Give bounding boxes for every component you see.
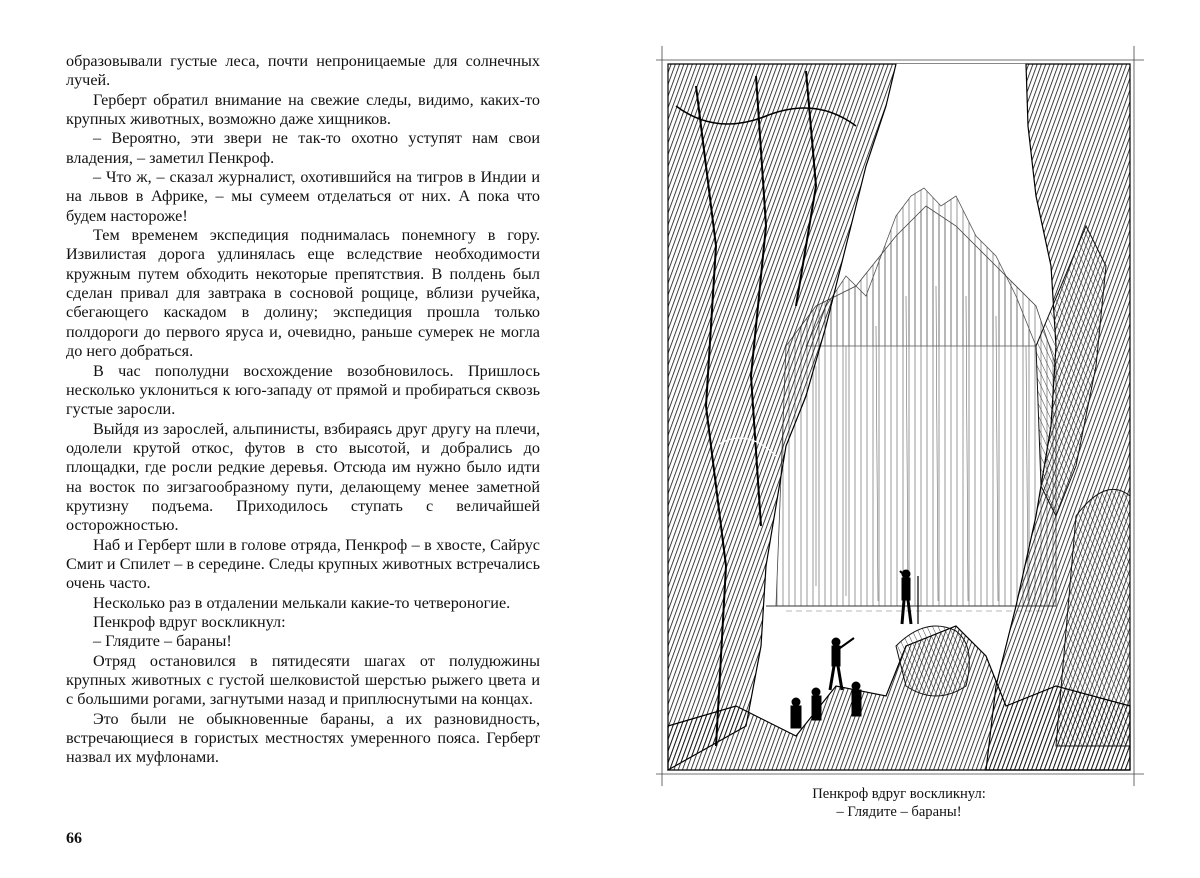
left-page-text xyxy=(66,52,540,768)
page-number: 66 xyxy=(66,830,82,847)
paragraph: Отряд остановился в пятидесяти шагах от полудюжины крупных животных с густой шелковистой шерстью рыжего цвета и с большими рогами, загнутыми назад и приплюснутыми на концах. xyxy=(66,651,540,709)
paragraph: – Вероятно, эти звери не так-то охотно уступят нам свои владения, – заметил Пенкроф. xyxy=(66,129,540,167)
paragraph: – Глядите – бараны! xyxy=(93,632,232,651)
paragraph: Пенкроф вдруг воскликнул: xyxy=(93,612,286,631)
picture-area xyxy=(668,64,1130,770)
paragraph: Несколько раз в отдалении мелькали какие-то четвероногие. xyxy=(93,593,511,612)
caption-line: – Глядите – бараны! xyxy=(836,803,962,820)
paragraph: Наб и Герберт шли в голове отряда, Пенкроф – в хвосте, Сайрус Смит и Спилет – в середине. Следы крупных животных встречались очень часто. xyxy=(66,535,540,593)
paragraph: Тем временем экспедиция поднималась понемногу в гору. Извилистая дорога удлинялась еще вследствие необходимости кружным путем обходить некоторые препятствия. В полдень был сделан привал для завтрака в сосновой рощице, вблизи ручейка, сбегающего каскадом в долину; экспедиция прошла только полдороги до первого яруса и, очевидно, раньше сумерек не могла до него добраться. xyxy=(66,226,540,361)
caption-line: Пенкроф вдруг воскликнул: xyxy=(812,786,986,802)
mountain-gorge-illustration xyxy=(656,46,1144,786)
illustration xyxy=(656,46,1144,786)
illustration-caption xyxy=(656,786,1142,821)
paragraph: Герберт обратил внимание на свежие следы, видимо, каких-то крупных животных, возможно даже хищников. xyxy=(66,90,540,129)
paragraph: – Что ж, – сказал журналист, охотившийся на тигров в Индии и на львов в Африке, – мы сумеем отделаться от них. А пока что будем настороже! xyxy=(66,168,540,225)
paragraph: Выйдя из зарослей, альпинисты, взбираясь друг другу на плечи, одолели крутой откос, футов в сто высотой, и добрались до площадки, где росли редкие деревья. Отсюда им нужно было идти на восток по зигзагообразному пути, делающему менее заметной крутизну подъема. Приходилось ступать с величайшей осторожностью. xyxy=(66,419,540,535)
paragraph: образовывали густые леса, почти непроницаемые для солнечных лучей. xyxy=(66,52,540,90)
paragraph: Это были не обыкновенные бараны, а их разновидность, встречающиеся в гористых местностях умеренного пояса. Герберт назвал их муфлонами. xyxy=(66,709,540,767)
paragraph: В час пополудни восхождение возобновилось. Пришлось несколько уклониться к юго-западу от прямой и пробираться сквозь густые заросли. xyxy=(66,361,540,419)
